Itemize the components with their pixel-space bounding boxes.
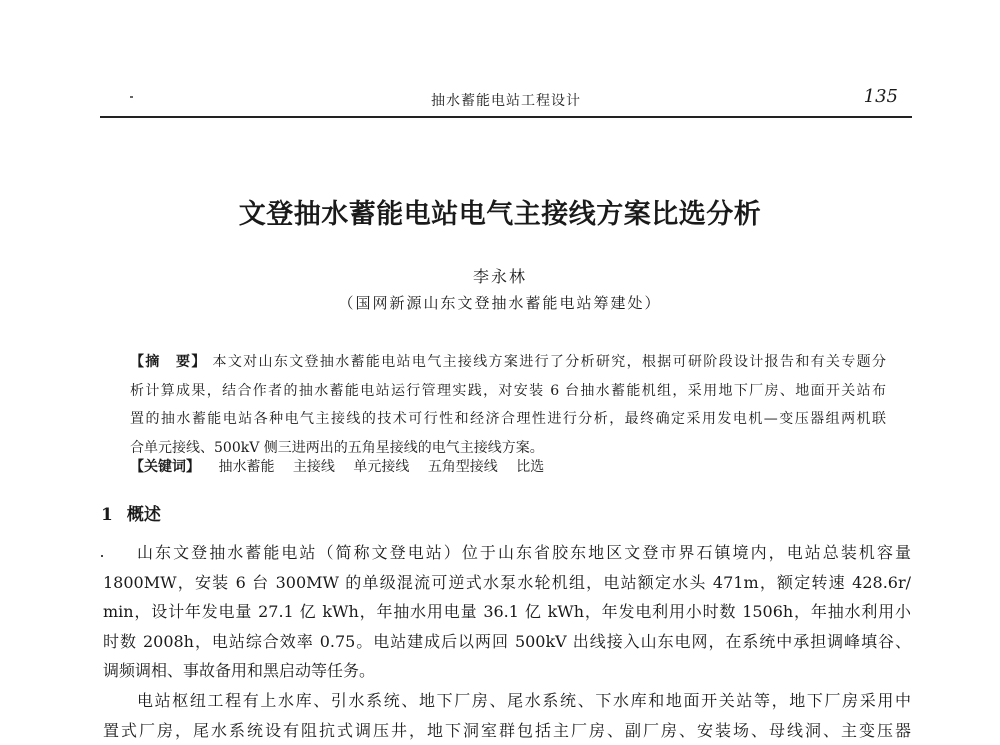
abstract-line: 合单元接线、500kV 侧三进两出的五角星接线的电气主接线方案。 [130, 439, 544, 456]
abstract [130, 348, 886, 462]
scan-speck [130, 96, 133, 98]
keywords [130, 456, 544, 476]
body-line: 置式厂房，尾水系统设有阻抗式调压井，地下洞室群包括主厂房、副厂房、安装场、母线洞、主变压器 [103, 720, 911, 740]
body-line: 山东文登抽水蓄能电站（简称文登电站）位于山东省胶东地区文登市界石镇境内，电站总装机容量 [137, 543, 911, 562]
keyword: 单元接线 [353, 459, 410, 475]
body-line: 电站枢纽工程有上水库、引水系统、地下厂房、尾水系统、下水库和地面开关站等，地下厂房采用中 [137, 690, 911, 710]
keywords-label: 【关键词】 [130, 459, 200, 475]
abstract-text: 本文对山东文登抽水蓄能电站电气主接线方案进行了分析研究，根据可研阶段设计报告和有关专题分 [212, 354, 886, 370]
section-heading [101, 500, 161, 525]
body-line: 时数 2008h，电站综合效率 0.75。电站建成后以两回 500kV 出线接入山东电网，在系统中承担调峰填谷、 [103, 631, 911, 651]
abstract-line: 置的抽水蓄能电站各种电气主接线的技术可行性和经济合理性进行分析，最终确定采用发电机—变压器组两机联 [130, 411, 886, 428]
abstract-line [130, 348, 886, 377]
body-line: 调频调相、事故备用和黑启动等任务。 [103, 661, 376, 681]
keyword: 主接线 [292, 459, 335, 475]
body-line: min，设计年发电量 27.1 亿 kWh，年抽水用电量 36.1 亿 kWh，年发电利用小时数 1506h，年抽水利用小 [103, 602, 911, 622]
keyword: 比选 [516, 459, 545, 475]
abstract-label: 【摘 要】 [130, 354, 207, 370]
section-title: 概述 [126, 505, 161, 525]
abstract-line: 析计算成果，结合作者的抽水蓄能电站运行管理实践，对安装 6 台抽水蓄能机组，采用地下厂房、地面开关站布 [130, 382, 886, 399]
body-line: 1800MW，安装 6 台 300MW 的单级混流可逆式水泵水轮机组，电站额定水头 471m，额定转速 428.6r/ [103, 572, 911, 592]
running-title: 抽水蓄能电站工程设计 [431, 93, 581, 109]
page-number: 135 [863, 86, 898, 107]
author-affiliation: （国网新源山东文登抽水蓄能电站筹建处） [338, 294, 662, 312]
author-name: 李永林 [472, 267, 527, 286]
body-text [103, 538, 911, 745]
keyword: 抽水蓄能 [218, 459, 275, 475]
keyword: 五角型接线 [427, 459, 498, 475]
section-number: 1 [101, 505, 113, 525]
running-header [100, 86, 912, 118]
paper-title: 文登抽水蓄能电站电气主接线方案比选分析 [238, 199, 762, 230]
